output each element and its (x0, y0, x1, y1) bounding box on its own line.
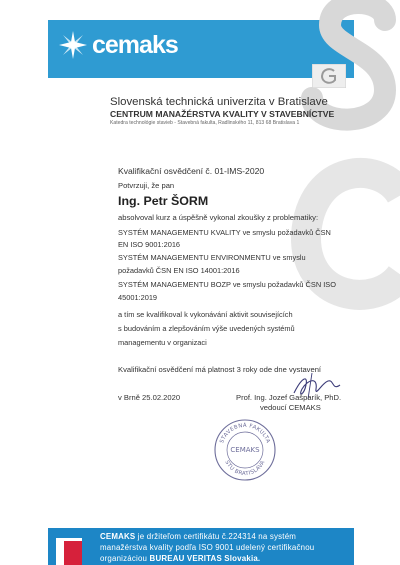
footer-line-2: manažérstva kvality podľa ISO 9001 udelený certifikačnou (100, 543, 315, 552)
corner-badge-icon (312, 64, 346, 88)
footer-line-3 (100, 554, 260, 563)
svg-text:STU BRATISLAVA (223, 460, 266, 477)
place-date: v Brně 25.02.2020 (118, 393, 181, 402)
cemaks-logo-icon (58, 30, 88, 60)
department-address: Katedra technológie stavieb - Stavebná fakulta, Radlinského 11, 813 68 Bratislava 1 (110, 120, 300, 126)
signer-name: Prof. Ing. Jozef Gašparík, PhD. (236, 393, 342, 402)
official-stamp (213, 418, 277, 482)
recipient-name: Ing. Petr ŠORM (118, 194, 209, 208)
signer-role: vedoucí CEMAKS (260, 403, 321, 412)
course-line: managementu v organizaci (118, 338, 207, 347)
course-line: 45001:2019 (118, 293, 158, 302)
footer-line-1 (100, 532, 296, 541)
footer-line-3-text: organizáciou (100, 554, 150, 563)
course-line: SYSTÉM MANAGEMENTU ENVIRONMENTU ve smyslu (118, 253, 306, 262)
stamp-bottom-text: STU BRATISLAVA (223, 459, 267, 478)
course-line: a tím se kvalifikoval k vykonávání aktivit souvisejících (118, 310, 293, 319)
course-intro: absolvoval kurz a úspěšně vykonal zkoušky z problematiky: (118, 213, 319, 222)
svg-text:STAVEBNÁ FAKULTA (219, 422, 271, 444)
course-line: EN ISO 9001:2016 (118, 240, 181, 249)
footer-brand: CEMAKS (100, 532, 136, 541)
university-name: Slovenská technická univerzita v Bratislave (110, 96, 328, 108)
stamp-top-text: STAVEBNÁ FAKULTA (219, 422, 271, 445)
logo-wordmark: cemaks (92, 31, 178, 59)
validity-note: Kvalifikační osvědčení má platnost 3 roky ode dne vystavení (118, 365, 322, 374)
confirm-text: Potvrzuji, že pan (118, 181, 175, 190)
stamp-center-text: CEMAKS (230, 446, 260, 454)
course-line: s budováním a zlepšováním výše uvedených systémů (118, 324, 295, 333)
footer-logo-accent (64, 541, 82, 565)
course-line: SYSTÉM MANAGEMENTU KVALITY ve smyslu požadavků ČSN (118, 228, 331, 237)
footer-certifier: BUREAU VERITAS Slovakia. (149, 554, 261, 563)
center-name: CENTRUM MANAŽÉRSTVA KVALITY V STAVEBNÍCTVE (110, 109, 335, 119)
course-line: požadavků ČSN EN ISO 14001:2016 (118, 266, 240, 275)
course-line: SYSTÉM MANAGEMENTU BOZP ve smyslu požadavků ČSN ISO (118, 280, 336, 289)
footer-line-1-text: je držiteľom certifikátu č.224314 na systém (135, 532, 297, 541)
certificate-number: Kvalifikační osvědčení č. 01-IMS-2020 (118, 166, 265, 176)
